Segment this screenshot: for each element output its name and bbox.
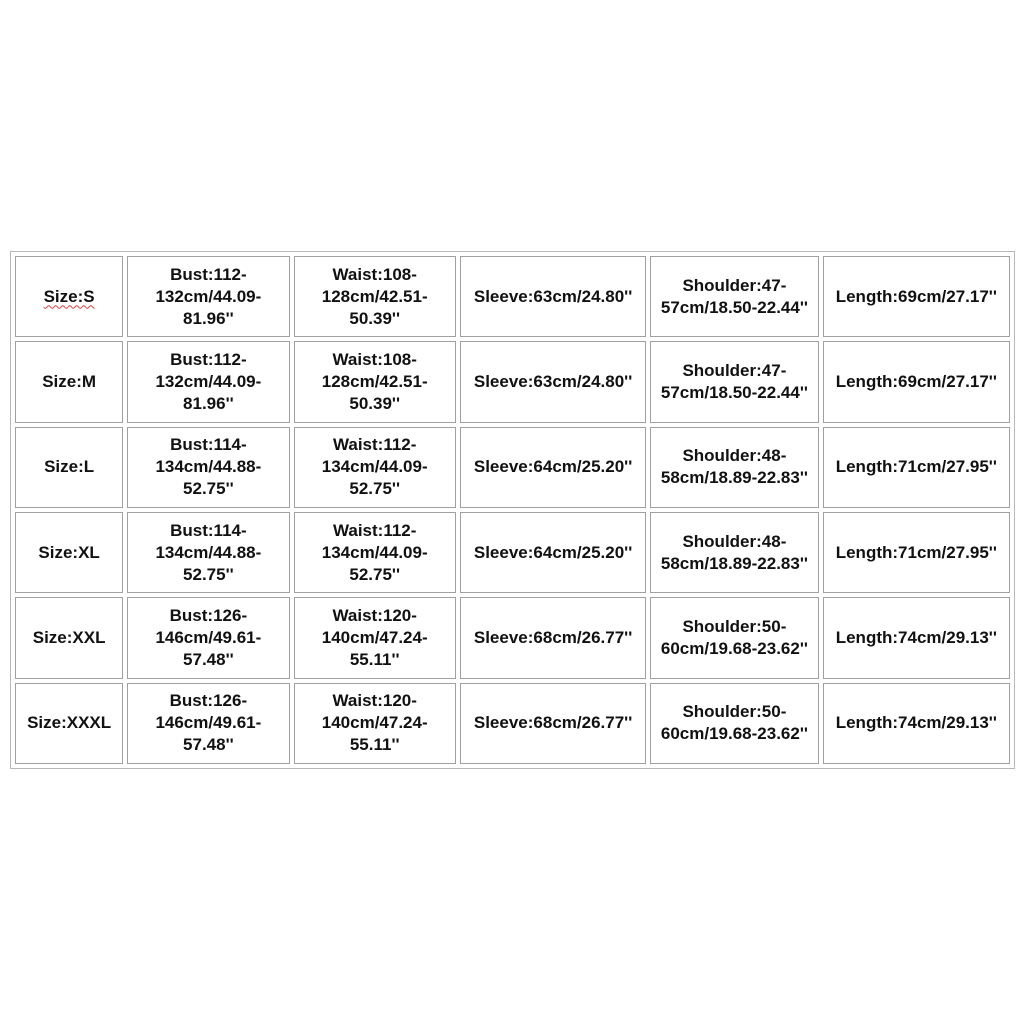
length-cell — [823, 427, 1010, 508]
length-value: Length:69cm/27.17'' — [835, 286, 997, 306]
sleeve-value: Sleeve:64cm/25.20'' — [473, 542, 633, 562]
length-value: Length:74cm/29.13'' — [835, 713, 997, 733]
bust-cell — [127, 256, 289, 337]
waist-cell — [294, 427, 456, 508]
size-chart-table — [10, 251, 1015, 769]
bust-value: Bust:114- 134cm/44.88- 52.75'' — [155, 520, 262, 584]
bust-value: Bust:114- 134cm/44.88- 52.75'' — [155, 435, 262, 499]
length-value: Length:74cm/29.13'' — [835, 627, 997, 647]
shoulder-value: Shoulder:48- 58cm/18.89-22.83'' — [660, 446, 808, 488]
shoulder-cell — [650, 256, 818, 337]
waist-value: Waist:120- 140cm/47.24- 55.11'' — [321, 691, 428, 755]
bust-value: Bust:112- 132cm/44.09- 81.96'' — [155, 264, 262, 328]
table-row — [15, 597, 1010, 678]
shoulder-value: Shoulder:47- 57cm/18.50-22.44'' — [660, 360, 808, 402]
sleeve-value: Sleeve:68cm/26.77'' — [473, 627, 633, 647]
length-value: Length:71cm/27.95'' — [835, 457, 997, 477]
size-label: Size:XXL — [32, 627, 106, 647]
table-row — [15, 683, 1010, 764]
waist-cell — [294, 341, 456, 422]
waist-cell — [294, 683, 456, 764]
size-cell — [15, 341, 123, 422]
length-value: Length:71cm/27.95'' — [835, 542, 997, 562]
shoulder-cell — [650, 597, 818, 678]
size-label: Size:S — [43, 286, 95, 306]
table-row — [15, 427, 1010, 508]
sleeve-cell — [460, 512, 646, 593]
sleeve-value: Sleeve:63cm/24.80'' — [473, 286, 633, 306]
size-cell — [15, 427, 123, 508]
size-label: Size:L — [44, 457, 95, 477]
waist-cell — [294, 256, 456, 337]
bust-cell — [127, 341, 289, 422]
size-label: Size:M — [42, 371, 97, 391]
table-row — [15, 256, 1010, 337]
sleeve-cell — [460, 597, 646, 678]
shoulder-value: Shoulder:50- 60cm/19.68-23.62'' — [660, 616, 808, 658]
length-cell — [823, 256, 1010, 337]
bust-value: Bust:126- 146cm/49.61- 57.48'' — [155, 691, 262, 755]
sleeve-cell — [460, 256, 646, 337]
bust-value: Bust:112- 132cm/44.09- 81.96'' — [155, 349, 262, 413]
size-label: Size:XXXL — [27, 713, 112, 733]
shoulder-value: Shoulder:50- 60cm/19.68-23.62'' — [660, 702, 808, 744]
sleeve-value: Sleeve:68cm/26.77'' — [473, 713, 633, 733]
waist-value: Waist:120- 140cm/47.24- 55.11'' — [321, 605, 428, 669]
waist-value: Waist:112- 134cm/44.09- 52.75'' — [321, 435, 428, 499]
length-cell — [823, 597, 1010, 678]
length-value: Length:69cm/27.17'' — [835, 371, 997, 391]
shoulder-value: Shoulder:47- 57cm/18.50-22.44'' — [660, 275, 808, 317]
size-chart-grid — [11, 252, 1014, 768]
length-cell — [823, 683, 1010, 764]
size-cell — [15, 597, 123, 678]
waist-value: Waist:108- 128cm/42.51- 50.39'' — [321, 264, 428, 328]
waist-value: Waist:108- 128cm/42.51- 50.39'' — [321, 349, 428, 413]
sleeve-cell — [460, 683, 646, 764]
sleeve-value: Sleeve:63cm/24.80'' — [473, 371, 633, 391]
bust-value: Bust:126- 146cm/49.61- 57.48'' — [155, 605, 262, 669]
shoulder-cell — [650, 427, 818, 508]
waist-cell — [294, 512, 456, 593]
table-row — [15, 512, 1010, 593]
shoulder-value: Shoulder:48- 58cm/18.89-22.83'' — [660, 531, 808, 573]
length-cell — [823, 341, 1010, 422]
bust-cell — [127, 512, 289, 593]
size-label: Size:XL — [38, 542, 100, 562]
length-cell — [823, 512, 1010, 593]
shoulder-cell — [650, 683, 818, 764]
sleeve-cell — [460, 427, 646, 508]
sleeve-value: Sleeve:64cm/25.20'' — [473, 457, 633, 477]
bust-cell — [127, 427, 289, 508]
shoulder-cell — [650, 512, 818, 593]
size-cell — [15, 512, 123, 593]
table-row — [15, 341, 1010, 422]
waist-cell — [294, 597, 456, 678]
waist-value: Waist:112- 134cm/44.09- 52.75'' — [321, 520, 428, 584]
size-cell — [15, 256, 123, 337]
bust-cell — [127, 597, 289, 678]
bust-cell — [127, 683, 289, 764]
shoulder-cell — [650, 341, 818, 422]
size-cell — [15, 683, 123, 764]
sleeve-cell — [460, 341, 646, 422]
